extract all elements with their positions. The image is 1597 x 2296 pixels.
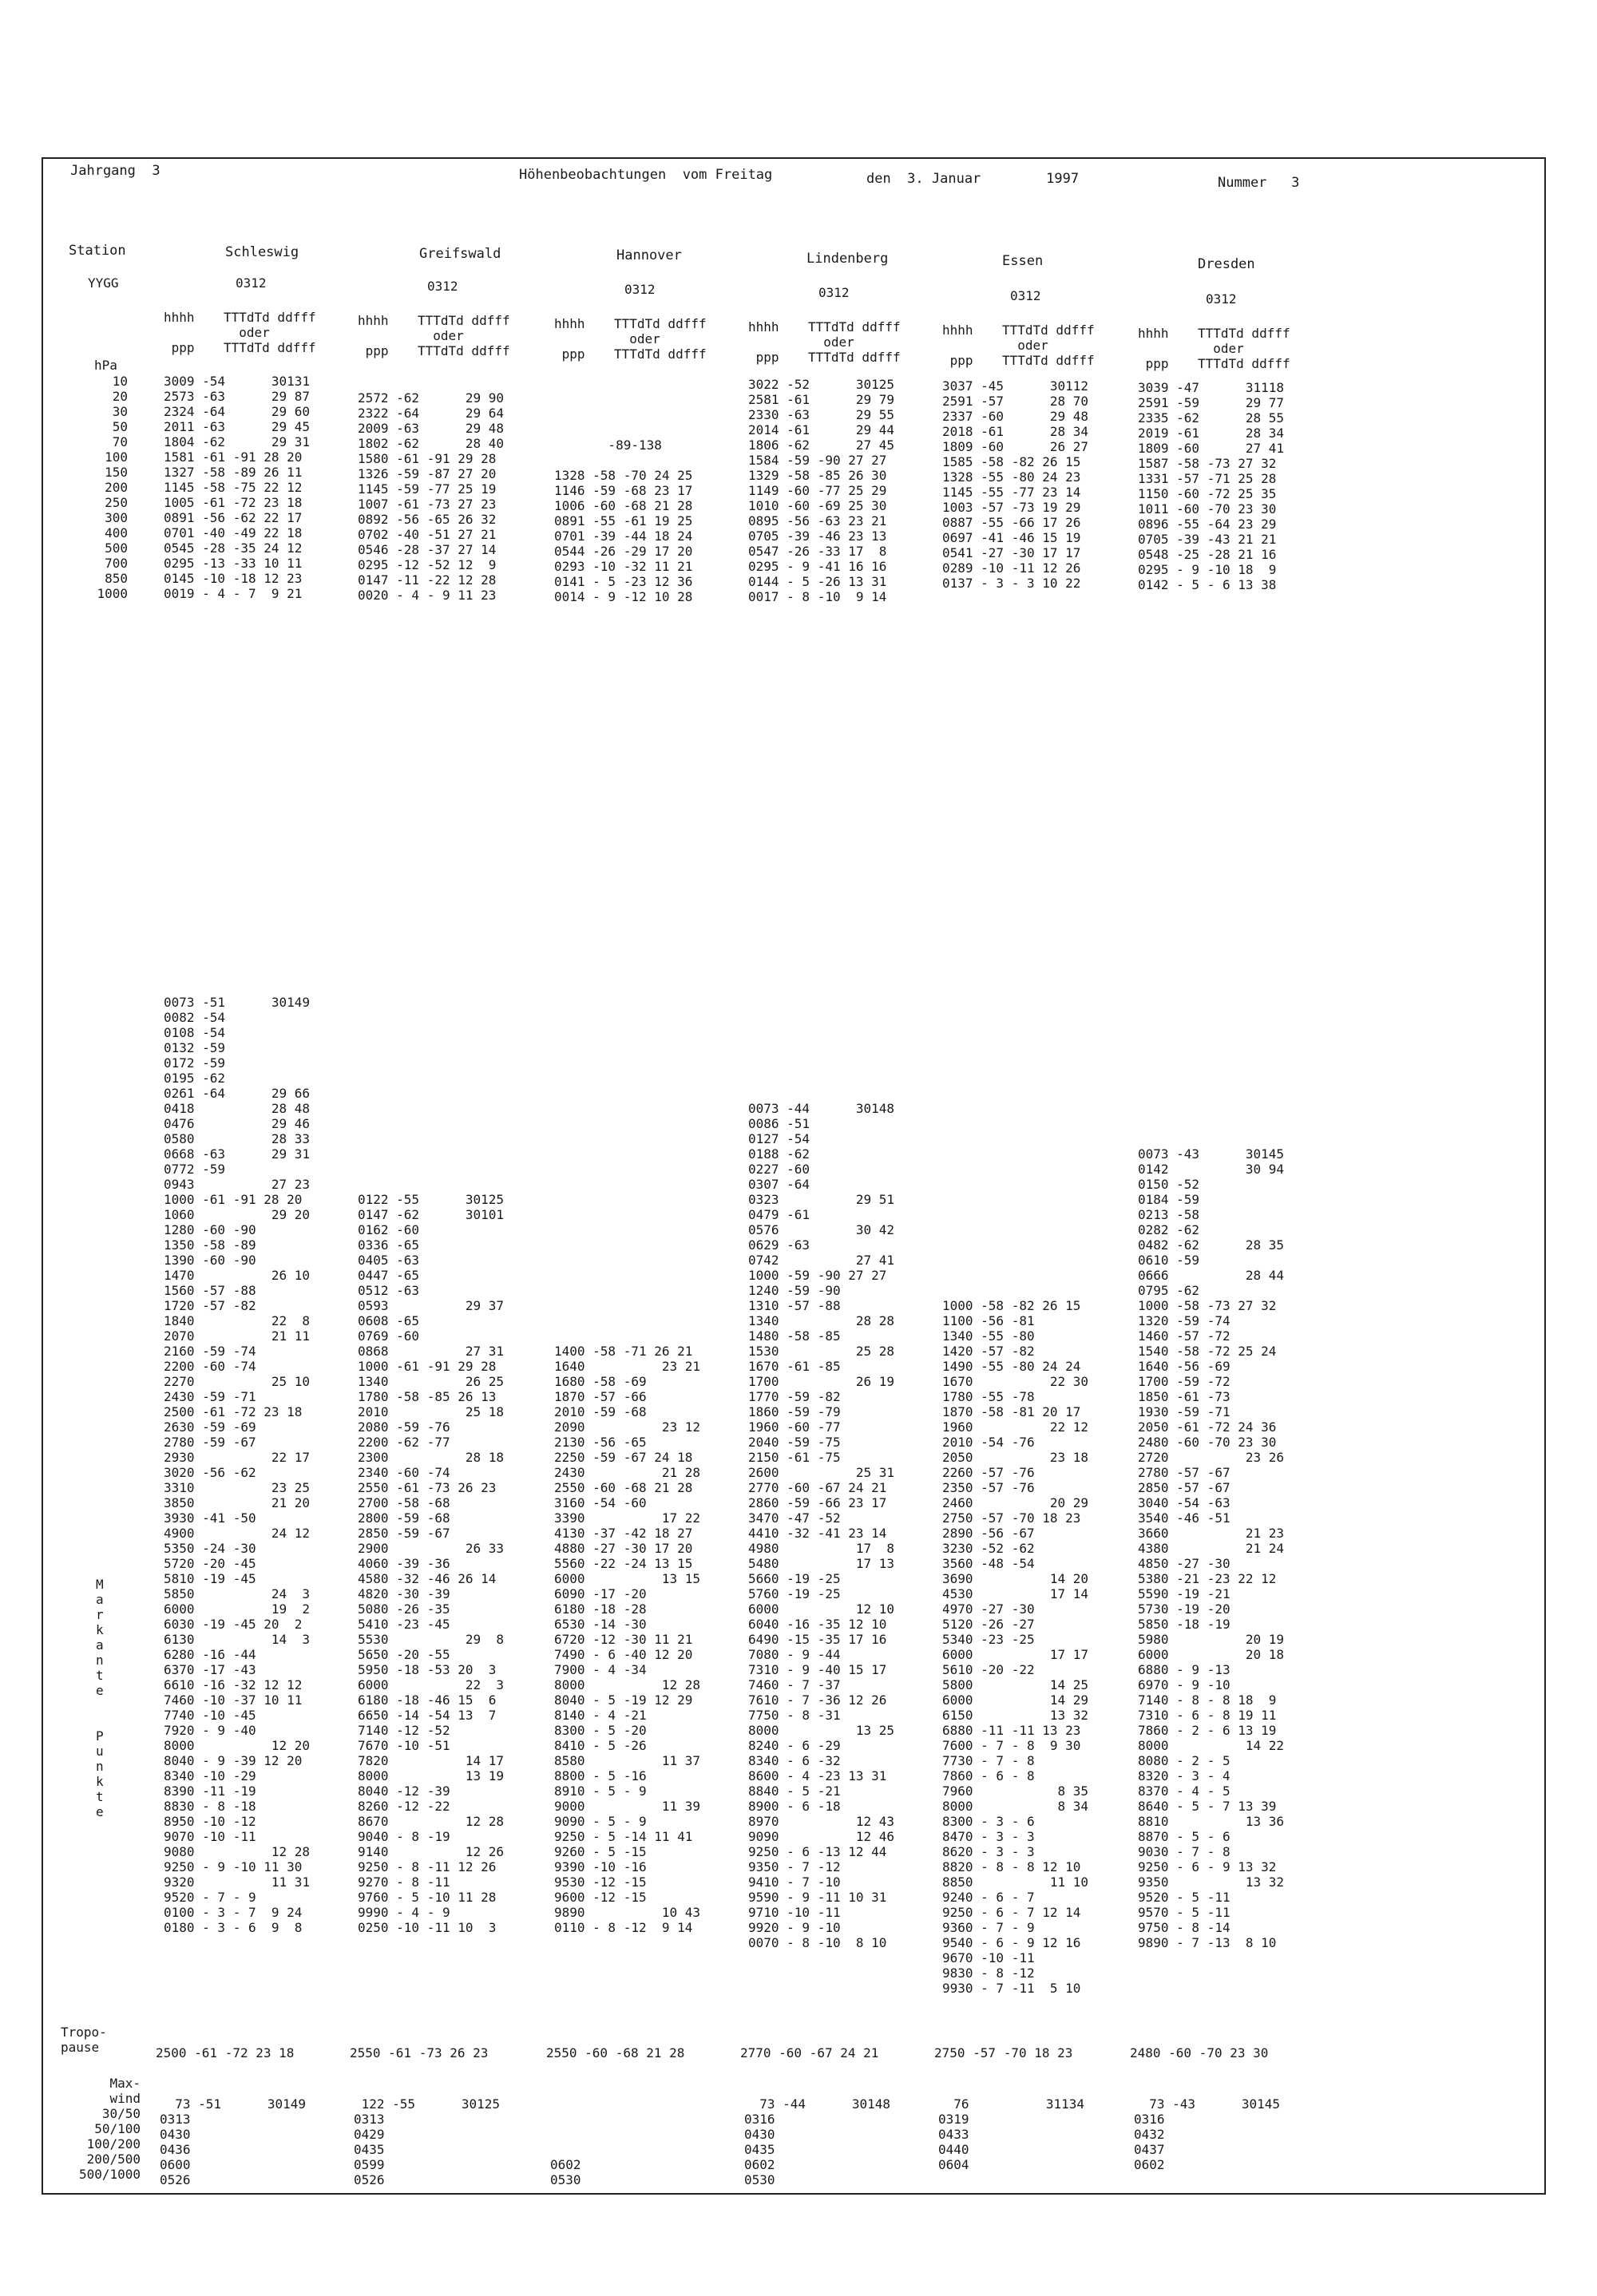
punkte-letter: e: [96, 1804, 104, 1819]
punkte-letter: k: [96, 1774, 104, 1789]
station-name: Schleswig: [225, 244, 299, 260]
maxwind-values: 0602 0530: [550, 2157, 581, 2187]
markante-letter: r: [96, 1607, 104, 1622]
column-header-height: hhhh ppp: [1138, 326, 1169, 371]
column-header-height: hhhh ppp: [164, 310, 195, 355]
markante-letter: n: [96, 1653, 104, 1668]
maxwind-values: 122 -55 30125 0313 0429 0435 0599 0526: [354, 2096, 501, 2187]
station-yygg: 0312: [427, 279, 458, 294]
tropopause-values: 2550 -60 -68 21 28: [546, 2045, 685, 2060]
punkte-letter: P: [96, 1728, 104, 1744]
column-header-height: hhhh ppp: [358, 313, 389, 358]
column-header-values: TTTdTd ddfff oder TTTdTd ddfff: [418, 313, 510, 358]
standard-levels-block: 3039 -47 31118 2591 -59 29 77 2335 -62 28 55 2019 -61 28 34 1809 -60 27 41 1587 -58 -73 27 32 1331 -57 -71 25 28 1150 -60 -72 25 35 1011 -60 -70 23 30 0896 -55 -64 23 29 0705 -39 -43 21 21 0548 -25 -28 21 16 0295 - 9 -10 18 9 0142 - 5 - 6 13 38: [1138, 380, 1285, 592]
station-name: Essen: [1002, 253, 1044, 269]
tropopause-values: 2550 -61 -73 26 23: [350, 2045, 489, 2060]
tropopause-values: 2500 -61 -72 23 18: [156, 2045, 295, 2060]
column-header-height: hhhh ppp: [748, 319, 779, 365]
station-name: Greifswald: [419, 246, 501, 262]
markante-letter: t: [96, 1668, 104, 1683]
pressure-levels: 10 20 30 50 70 100 150 200 250 300 400 500 700 850 1000: [97, 374, 128, 601]
station-name: Lindenberg: [806, 251, 889, 267]
station-name: Hannover: [616, 247, 682, 263]
punkte-letter: t: [96, 1789, 104, 1804]
significant-points-block: 1000 -58 -82 26 15 1100 -56 -81 1340 -55 -80 1420 -57 -82 1490 -55 -80 24 24 1670 22 30 1780 -55 -78 1870 -58 -81 20 17 1960 22 12 2010 -54 -76 2050 23 18 2260 -57 -76 2350 -57 -76 2460 20 29 2750 -57 -70 18 23 2890 -56 -67 3230 -52 -62 3560 -48 -54 3690 14 20 4530 17 14 4970 -27 -30 5120 -26 -27 5340 -23 -25 6000 17 17 5610 -20 -22 5800 14 25 6000 14 29 6150 13 32 6880 -11 -11 13 23 7600 - 7 - 8 9 30 7730 - 7 - 8 7860 - 6 - 8 7960 8 35 8000 8 34 8300 - 3 - 6 8470 - 3 - 3 8620 - 3 - 3 8820 - 8 - 8 12 10 8850 11 10 9240 - 6 - 7 9250 - 6 - 7 12 14 9360 - 7 - 9 9540 - 6 - 9 12 16 9670 -10 -11 9830 - 8 -12 9930 - 7 -11 5 10: [942, 1298, 1089, 1996]
station-label: Station: [69, 243, 126, 259]
significant-points-block: 0073 -51 30149 0082 -54 0108 -54 0132 -59 0172 -59 0195 -62 0261 -64 29 66 0418 28 48 0476 29 46 0580 28 33 0668 -63 29 31 0772 -59 0943 27 23 1000 -61 -91 28 20 1060 29 20 1280 -60 -90 1350 -58 -89 1390 -60 -90 1470 26 10 1560 -57 -88 1720 -57 -82 1840 22 8 2070 21 11 2160 -59 -74 2200 -60 -74 2270 25 10 2430 -59 -71 2500 -61 -72 23 18 2630 -59 -69 2780 -59 -67 2930 22 17 3020 -56 -62 3310 23 25 3850 21 20 3930 -41 -50 4900 24 12 5350 -24 -30 5720 -20 -45 5810 -19 -45 5850 24 3 6000 19 2 6030 -19 -45 20 2 6130 14 3 6280 -16 -44 6370 -17 -43 6610 -16 -32 12 12 7460 -10 -37 10 11 7740 -10 -45 7920 - 9 -40 8000 12 20 8040 - 9 -39 12 20 8340 -10 -29 8390 -11 -19 8830 - 8 -18 8950 -10 -12 9070 -10 -11 9080 12 28 9250 - 9 -10 11 30 9320 11 31 9520 - 7 - 9 0100 - 3 - 7 9 24 0180 - 3 - 6 9 8: [164, 995, 311, 1935]
hpa-label: hPa: [94, 358, 117, 373]
yygg-label: YYGG: [88, 275, 119, 291]
column-header-values: TTTdTd ddfff oder TTTdTd ddfff: [808, 319, 901, 365]
page-title: Höhenbeobachtungen vom Freitag: [519, 167, 773, 183]
station-yygg: 0312: [1206, 291, 1237, 307]
significant-points-block: 1400 -58 -71 26 21 1640 23 21 1680 -58 -69 1870 -57 -66 2010 -59 -68 2090 23 12 2130 -56 -65 2250 -59 -67 24 18 2430 21 28 2550 -60 -68 21 28 3160 -54 -60 3390 17 22 4130 -37 -42 18 27 4880 -27 -30 17 20 5560 -22 -24 13 15 6000 13 15 6090 -17 -20 6180 -18 -28 6530 -14 -30 6720 -12 -30 11 21 7490 - 6 -40 12 20 7900 - 4 -34 8000 12 28 8040 - 5 -19 12 29 8140 - 4 -21 8300 - 5 -20 8410 - 5 -26 8580 11 37 8800 - 5 -16 8910 - 5 - 9 9000 11 39 9090 - 5 - 9 9250 - 5 -14 11 41 9260 - 5 -15 9390 -10 -16 9530 -12 -15 9600 -12 -15 9890 10 43 0110 - 8 -12 9 14: [554, 1344, 701, 1935]
maxwind-values: 76 31134 0319 0433 0440 0604: [938, 2096, 1085, 2172]
markante-letter: e: [96, 1683, 104, 1698]
markante-letter: a: [96, 1592, 104, 1607]
standard-levels-block: 3022 -52 30125 2581 -61 29 79 2330 -63 29 55 2014 -61 29 44 1806 -62 27 45 1584 -59 -90 27 27 1329 -58 -85 26 30 1149 -60 -77 25 29 1010 -60 -69 25 30 0895 -56 -63 23 21 0705 -39 -46 23 13 0547 -26 -33 17 8 0295 - 9 -41 16 16 0144 - 5 -26 13 31 0017 - 8 -10 9 14: [748, 377, 895, 604]
column-header-values: TTTdTd ddfff oder TTTdTd ddfff: [224, 310, 316, 355]
date: den 3. Januar 1997: [866, 171, 1080, 187]
maxwind-values: 73 -43 30145 0316 0432 0437 0602: [1134, 2096, 1281, 2172]
punkte-letter: u: [96, 1744, 104, 1759]
significant-points-block: 0073 -43 30145 0142 30 94 0150 -52 0184 -59 0213 -58 0282 -62 0482 -62 28 35 0610 -59 0666 28 44 0795 -62 1000 -58 -73 27 32 1320 -59 -74 1460 -57 -72 1540 -58 -72 25 24 1640 -56 -69 1700 -59 -72 1850 -61 -73 1930 -59 -71 2050 -61 -72 24 36 2480 -60 -70 23 30 2720 23 26 2780 -57 -67 2850 -57 -67 3040 -54 -63 3540 -46 -51 3660 21 23 4380 21 24 4850 -27 -30 5380 -21 -23 22 12 5590 -19 -21 5730 -19 -20 5850 -18 -19 5980 20 19 6000 20 18 6880 - 9 -13 6970 - 9 -10 7140 - 8 - 8 18 9 7310 - 6 - 8 19 11 7860 - 2 - 6 13 19 8000 14 22 8080 - 2 - 5 8320 - 3 - 4 8370 - 4 - 5 8640 - 5 - 7 13 39 8810 13 36 8870 - 5 - 6 9030 - 7 - 8 9250 - 6 - 9 13 32 9350 13 32 9520 - 5 -11 9570 - 5 -11 9750 - 8 -14 9890 - 7 -13 8 10: [1138, 1146, 1285, 1950]
station-name: Dresden: [1198, 256, 1255, 272]
tropopause-values: 2770 -60 -67 24 21: [740, 2045, 879, 2060]
column-header-values: TTTdTd ddfff oder TTTdTd ddfff: [1002, 323, 1095, 368]
column-header-values: TTTdTd ddfff oder TTTdTd ddfff: [1198, 326, 1290, 371]
tropopause-label: Tropo- pause: [61, 2025, 107, 2055]
standard-levels-block: 2572 -62 29 90 2322 -64 29 64 2009 -63 29 48 1802 -62 28 40 1580 -61 -91 29 28 1326 -59 -87 27 20 1145 -59 -77 25 19 1007 -61 -73 27 23 0892 -56 -65 26 32 0702 -40 -51 27 21 0546 -28 -37 27 14 0295 -12 -52 12 9 0147 -11 -22 12 28 0020 - 4 - 9 11 23: [358, 390, 505, 603]
jahrgang: Jahrgang 3: [70, 163, 160, 179]
punkte-letter: n: [96, 1759, 104, 1774]
station-yygg: 0312: [236, 275, 267, 291]
standard-levels-block: -89-138 1328 -58 -70 24 25 1146 -59 -68 23 17 1006 -60 -68 21 28 0891 -55 -61 19 25 0701 -39 -44 18 24 0544 -26 -29 17 20 0293 -10 -32 11 21 0141 - 5 -23 12 36 0014 - 9 -12 10 28: [554, 437, 693, 604]
station-yygg: 0312: [818, 285, 850, 300]
standard-levels-block: 3037 -45 30112 2591 -57 28 70 2337 -60 29 48 2018 -61 28 34 1809 -60 26 27 1585 -58 -82 26 15 1328 -55 -80 24 23 1145 -55 -77 23 14 1003 -57 -73 19 29 0887 -55 -66 17 26 0697 -41 -46 15 19 0541 -27 -30 17 17 0289 -10 -11 12 26 0137 - 3 - 3 10 22: [942, 378, 1089, 591]
markante-letter: k: [96, 1622, 104, 1637]
tropopause-values: 2750 -57 -70 18 23: [934, 2045, 1073, 2060]
column-header-values: TTTdTd ddfff oder TTTdTd ddfff: [614, 316, 707, 362]
markante-letter: M: [96, 1577, 104, 1592]
markante-letter: a: [96, 1637, 104, 1653]
significant-points-block: 0122 -55 30125 0147 -62 30101 0162 -60 0336 -65 0405 -63 0447 -65 0512 -63 0593 29 37 0608 -65 0769 -60 0868 27 31 1000 -61 -91 29 28 1340 26 25 1780 -58 -85 26 13 2010 25 18 2080 -59 -76 2200 -62 -77 2300 28 18 2340 -60 -74 2550 -61 -73 26 23 2700 -58 -68 2800 -59 -68 2850 -59 -67 2900 26 33 4060 -39 -36 4580 -32 -46 26 14 4820 -30 -39 5080 -26 -35 5410 -23 -45 5530 29 8 5650 -20 -55 5950 -18 -53 20 3 6000 22 3 6180 -18 -46 15 6 6650 -14 -54 13 7 7140 -12 -52 7670 -10 -51 7820 14 17 8000 13 19 8040 -12 -39 8260 -12 -22 8670 12 28 9040 - 8 -19 9140 12 26 9250 - 8 -11 12 26 9270 - 8 -11 9760 - 5 -10 11 28 9990 - 4 - 9 0250 -10 -11 10 3: [358, 1192, 505, 1935]
column-header-height: hhhh ppp: [942, 323, 973, 368]
station-yygg: 0312: [624, 282, 656, 297]
significant-points-block: 0073 -44 30148 0086 -51 0127 -54 0188 -62 0227 -60 0307 -64 0323 29 51 0479 -61 0576 30 42 0629 -63 0742 27 41 1000 -59 -90 27 27 1240 -59 -90 1310 -57 -88 1340 28 28 1480 -58 -85 1530 25 28 1670 -61 -85 1700 26 19 1770 -59 -82 1860 -59 -79 1960 -60 -77 2040 -59 -75 2150 -61 -75 2600 25 31 2770 -60 -67 24 21 2860 -59 -66 23 17 3470 -47 -52 4410 -32 -41 23 14 4980 17 8 5480 17 13 5660 -19 -25 5760 -19 -25 6000 12 10 6040 -16 -35 12 10 6490 -15 -35 17 16 7080 - 9 -44 7310 - 9 -40 15 17 7460 - 7 -37 7610 - 7 -36 12 26 7750 - 8 -31 8000 13 25 8240 - 6 -29 8340 - 6 -32 8600 - 4 -23 13 31 8840 - 5 -21 8900 - 6 -18 8970 12 43 9090 12 46 9250 - 6 -13 12 44 9350 - 7 -12 9410 - 7 -10 9590 - 9 -11 10 31 9710 -10 -11 9920 - 9 -10 0070 - 8 -10 8 10: [748, 1101, 895, 1950]
standard-levels-block: 3009 -54 30131 2573 -63 29 87 2324 -64 29 60 2011 -63 29 45 1804 -62 29 31 1581 -61 -91 28 20 1327 -58 -89 26 11 1145 -58 -75 22 12 1005 -61 -72 23 18 0891 -56 -62 22 17 0701 -40 -49 22 18 0545 -28 -35 24 12 0295 -13 -33 10 11 0145 -10 -18 12 23 0019 - 4 - 7 9 21: [164, 374, 311, 601]
tropopause-values: 2480 -60 -70 23 30: [1130, 2045, 1269, 2060]
column-header-height: hhhh ppp: [554, 316, 585, 362]
maxwind-values: 73 -51 30149 0313 0430 0436 0600 0526: [160, 2096, 307, 2187]
maxwind-label: Max- wind 30/50 50/100 100/200 200/500 500/1000: [78, 2076, 141, 2182]
maxwind-values: 73 -44 30148 0316 0430 0435 0602 0530: [744, 2096, 891, 2187]
issue-number: Nummer 3: [1218, 175, 1300, 191]
station-yygg: 0312: [1010, 288, 1041, 303]
